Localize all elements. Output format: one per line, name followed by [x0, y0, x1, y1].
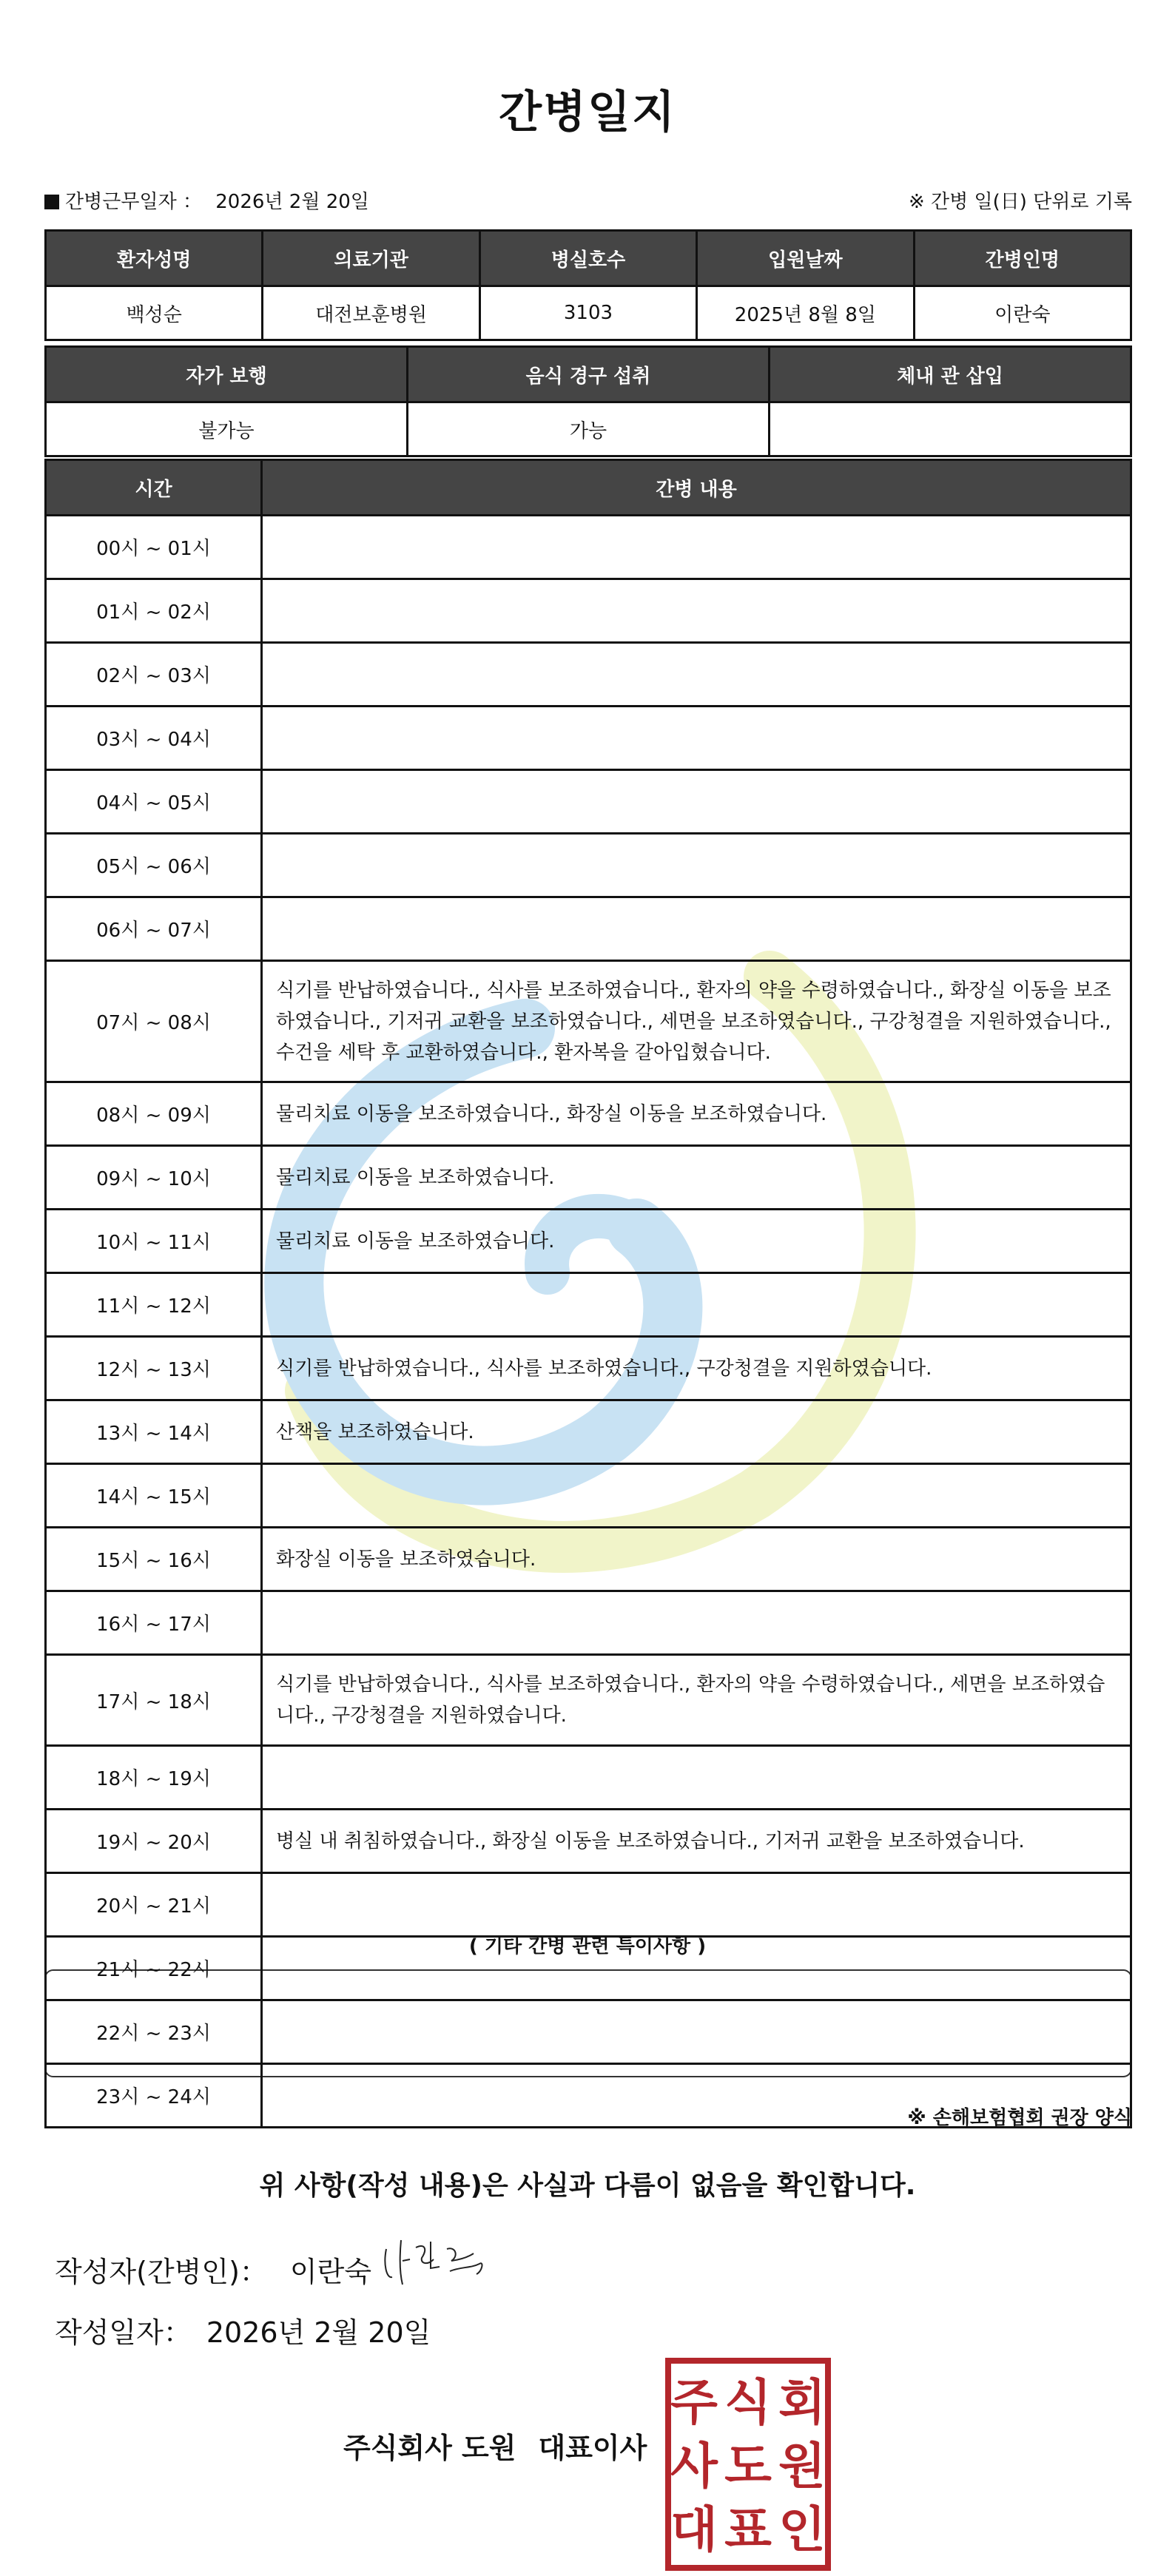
care-content — [262, 2064, 1131, 2128]
header-time: 시간 — [46, 460, 262, 516]
caregiver-name: 이란숙 — [914, 286, 1131, 340]
table-row — [46, 1210, 1131, 1273]
writer-line — [55, 2249, 371, 2290]
work-date-value: 2026년 2월 20일 — [215, 191, 369, 213]
svg-text:원: 원 — [778, 2438, 826, 2493]
care-content: 식기를 반납하였습니다., 식사를 보조하였습니다., 환자의 약을 수령하였습니다., 화장실 이동을 보조하였습니다., 기저귀 교환을 보조하였습니다., 세면을 보조하였습니다., 구강청결을 지원하였습니다., 수건을 세탁 후 교환하였습니다., 환자복을 갈아입혔습니다. — [262, 961, 1131, 1082]
company-seal-stamp — [664, 2357, 832, 2572]
patient-name: 백성순 — [46, 286, 263, 340]
time-slot: 01시 ~ 02시 — [46, 579, 262, 643]
care-content — [262, 707, 1131, 770]
square-bullet-icon — [44, 195, 59, 209]
time-slot: 05시 ~ 06시 — [46, 834, 262, 897]
care-content — [262, 897, 1131, 961]
header-oral-intake: 음식 경구 섭취 — [408, 347, 770, 402]
written-date-line — [55, 2310, 431, 2350]
table-row — [46, 1655, 1131, 1746]
care-content — [262, 770, 1131, 834]
care-content: 병실 내 취침하였습니다., 화장실 이동을 보조하였습니다., 기저귀 교환을 보조하였습니다. — [262, 1810, 1131, 1873]
table-row — [46, 961, 1131, 1082]
time-slot: 15시 ~ 16시 — [46, 1528, 262, 1591]
time-slot: 20시 ~ 21시 — [46, 1873, 262, 1937]
care-content: 식기를 반납하였습니다., 식사를 보조하였습니다., 환자의 약을 수령하였습니다., 세면을 보조하였습니다., 구강청결을 지원하였습니다. — [262, 1655, 1131, 1746]
time-slot: 16시 ~ 17시 — [46, 1591, 262, 1655]
svg-text:사: 사 — [670, 2438, 718, 2493]
header-care-content: 간병 내용 — [262, 460, 1131, 516]
care-content: 물리치료 이동을 보조하였습니다. — [262, 1146, 1131, 1210]
patient-status-table — [44, 345, 1132, 457]
room-number: 3103 — [479, 286, 696, 340]
care-log-table — [44, 459, 1132, 2128]
time-slot: 04시 ~ 05시 — [46, 770, 262, 834]
oral-intake: 가능 — [408, 402, 770, 456]
header-tube-insertion: 체내 관 삽입 — [770, 347, 1131, 402]
source-note: ※ 손해보험협회 권장 양식 — [907, 2107, 1132, 2129]
time-slot: 06시 ~ 07시 — [46, 897, 262, 961]
svg-text:대: 대 — [670, 2502, 718, 2557]
care-content — [262, 1873, 1131, 1937]
confirmation-statement: 위 사항(작성 내용)은 사실과 다름이 없음을 확인합니다. — [259, 2171, 916, 2201]
svg-text:표: 표 — [724, 2502, 772, 2557]
table-row — [46, 2064, 1131, 2128]
care-content — [262, 643, 1131, 707]
table-row — [46, 643, 1131, 707]
svg-text:도: 도 — [724, 2438, 772, 2493]
table-row — [46, 834, 1131, 897]
table-row — [46, 707, 1131, 770]
hospital: 대전보훈병원 — [263, 286, 479, 340]
care-content: 물리치료 이동을 보조하였습니다., 화장실 이동을 보조하였습니다. — [262, 1082, 1131, 1146]
writer-name: 이란숙 — [289, 2256, 372, 2288]
header-patient-name: 환자성명 — [46, 231, 263, 286]
work-date — [44, 186, 369, 214]
time-slot: 17시 ~ 18시 — [46, 1655, 262, 1746]
svg-text:회: 회 — [778, 2375, 826, 2430]
time-slot: 12시 ~ 13시 — [46, 1337, 262, 1400]
table-row — [46, 579, 1131, 643]
time-slot: 02시 ~ 03시 — [46, 643, 262, 707]
admission-date: 2025년 8월 8일 — [697, 286, 914, 340]
time-slot: 23시 ~ 24시 — [46, 2064, 262, 2128]
table-row — [46, 1273, 1131, 1337]
table-row — [46, 1464, 1131, 1528]
time-slot: 03시 ~ 04시 — [46, 707, 262, 770]
time-slot: 10시 ~ 11시 — [46, 1210, 262, 1273]
care-content: 화장실 이동을 보조하였습니다. — [262, 1528, 1131, 1591]
table-row — [46, 2000, 1131, 2064]
header-admission-date: 입원날짜 — [697, 231, 914, 286]
time-slot: 18시 ~ 19시 — [46, 1746, 262, 1810]
table-row — [46, 1528, 1131, 1591]
handwritten-signature — [376, 2227, 494, 2293]
care-content — [262, 834, 1131, 897]
self-walking: 불가능 — [46, 402, 408, 456]
header-caregiver-name: 간병인명 — [914, 231, 1131, 286]
time-slot: 14시 ~ 15시 — [46, 1464, 262, 1528]
table-row — [46, 516, 1131, 579]
work-date-row — [44, 186, 1132, 216]
written-date-value: 2026년 2월 20일 — [206, 2316, 431, 2349]
time-slot: 09시 ~ 10시 — [46, 1146, 262, 1210]
company-name: 주식회사 도원 — [343, 2432, 516, 2464]
table-row — [46, 1873, 1131, 1937]
care-content — [262, 1464, 1131, 1528]
table-row — [46, 1937, 1131, 2000]
time-slot: 13시 ~ 14시 — [46, 1400, 262, 1464]
table-row — [46, 1337, 1131, 1400]
time-slot: 11시 ~ 12시 — [46, 1273, 262, 1337]
notes-title: ( 기타 간병 관련 특이사항 ) — [468, 1935, 707, 1958]
care-content — [262, 516, 1131, 579]
unit-note: ※ 간병 일(日) 단위로 기록 — [908, 191, 1132, 213]
time-slot: 21시 ~ 22시 — [46, 1937, 262, 2000]
header-self-walking: 자가 보행 — [46, 347, 408, 402]
svg-text:식: 식 — [724, 2375, 772, 2430]
header-hospital: 의료기관 — [263, 231, 479, 286]
time-slot: 19시 ~ 20시 — [46, 1810, 262, 1873]
svg-text:인: 인 — [778, 2502, 826, 2557]
table-row — [46, 1746, 1131, 1810]
care-content: 식기를 반납하였습니다., 식사를 보조하였습니다., 구강청결을 지원하였습니다. — [262, 1337, 1131, 1400]
care-content — [262, 1591, 1131, 1655]
care-content: 산책을 보조하였습니다. — [262, 1400, 1131, 1464]
care-content: 물리치료 이동을 보조하였습니다. — [262, 1210, 1131, 1273]
table-row — [46, 1082, 1131, 1146]
document-title: 간병일지 — [499, 87, 676, 138]
care-content — [262, 1937, 1131, 2000]
table-row — [46, 897, 1131, 961]
work-date-label: 간병근무일자 ： — [65, 191, 202, 213]
table-row — [46, 1146, 1131, 1210]
time-slot: 00시 ~ 01시 — [46, 516, 262, 579]
table-row — [46, 1810, 1131, 1873]
written-date-label: 작성일자： — [55, 2316, 192, 2349]
care-content — [262, 2000, 1131, 2064]
time-slot: 22시 ~ 23시 — [46, 2000, 262, 2064]
patient-info-table — [44, 229, 1132, 341]
company-line — [343, 2425, 647, 2466]
care-content — [262, 1273, 1131, 1337]
writer-label: 작성자(간병인)： — [55, 2256, 268, 2288]
header-room-number: 병실호수 — [479, 231, 696, 286]
company-ceo-title: 대표이사 — [538, 2432, 647, 2464]
table-row — [46, 1591, 1131, 1655]
care-content — [262, 1746, 1131, 1810]
time-slot: 08시 ~ 09시 — [46, 1082, 262, 1146]
care-content — [262, 579, 1131, 643]
svg-text:주: 주 — [670, 2375, 718, 2430]
table-row — [46, 770, 1131, 834]
tube-insertion — [770, 402, 1131, 456]
time-slot: 07시 ~ 08시 — [46, 961, 262, 1082]
table-row — [46, 1400, 1131, 1464]
